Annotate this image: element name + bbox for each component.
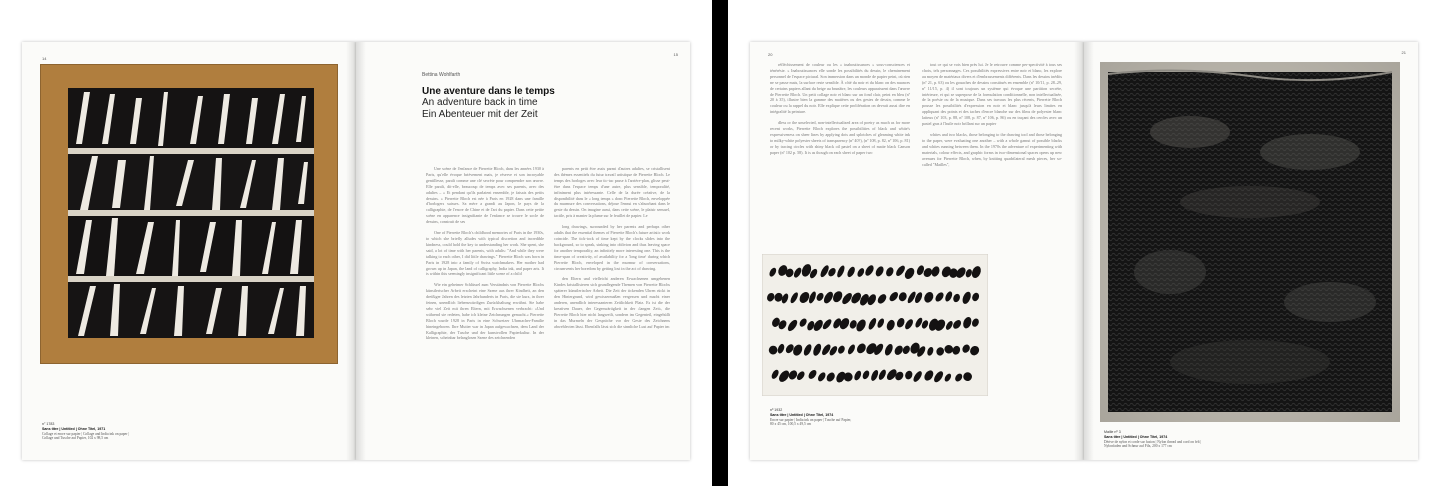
paragraph-en: long drawings, surrounded by her parents and perhaps other adults that the essential themes of Pierrette Bloch's future artistic work coincide. The tick-tock of time kept by the clocks slides into the background, so to speak, sinking into oblivion and thus leaving space for another temporality, an infinitely more interesting one. This is the time-span of creativity, of availability for a 'long time' during which Pierrette Bloch, enveloped in the murmur of conversations, circumvents her boredom by getting lost in the act of drawing.: [554, 224, 670, 271]
collage-artwork: [40, 64, 338, 364]
artwork-caption-mesh: [1104, 430, 1324, 449]
page-20: [750, 42, 1084, 460]
left-spread: [0, 0, 712, 486]
caption-medium: Dérive de nylon et corde sur fusion | Nylon thread and cord on felt |: [1104, 439, 1202, 444]
caption-medium: Collage et encre sur papier | Collage and India ink on paper |: [42, 431, 130, 436]
page-21: [1084, 42, 1418, 460]
text-column-2: [922, 62, 1062, 240]
author-name: Bettina Wohlfarth: [422, 72, 461, 78]
page-15: [356, 42, 690, 460]
title-french: Une aventure dans le temps: [422, 86, 555, 97]
book-gutter: [1074, 42, 1094, 460]
text-column-1: [770, 62, 910, 240]
caption-number: Maille nº 3: [1104, 430, 1121, 434]
artwork-caption-dots: [770, 408, 970, 427]
caption-dimensions: 80 x 45 cm, 100,5 x 49,5 cm: [770, 422, 812, 427]
folio-21: 21: [1401, 50, 1406, 55]
caption-number: n° 1783: [42, 422, 55, 426]
caption-dimensions: Nylonfaden und Schnur auf Filz, 200 x 177 cm: [1104, 444, 1172, 449]
book-gutter: [346, 42, 366, 460]
paragraph-fr: tout ce qui se vois bien près lui. Je le retrouve comme per-spectivité à tous ses choix, tels personnages. Ces possibilités expressives entre noir et blanc, les explore au moyen de matériaux divers et d'embrassements différents. Dans les dessins inédits (nº 21, p. 63) ou les gouaches de dessins constitués en ensemble (nº 10/11, p. 28–29, nº 11/15, p. 4) il sont toujours un système qui évoque une partition secrète, intérieure, et qui se superpose de la formulation conditionnelle, non intellectualisée, de la poésie ou de la musique. Dans ses travaux les plus récents, Pierrette Bloch pousse les possibilités d'expression en noir et blanc jusqu'à leurs limites en appliquant des points et des taches d'encre blanche sur des films de polyester blanc laiteux (nº 103, p. 88, nº 108, p. 87, nº 106, p. 86) ou en traçant des cercles avec un pastel gras à l'huile noir brillant sur un papier: [922, 62, 1062, 127]
caption-title: Sans titre | Untitled | Ohne Titel, 1974: [770, 412, 834, 417]
paragraph-en: whites and two blacks, those belonging to the drawing tool and those belonging to the paper, were evaluating one another – with a whole gamut of possible blacks and whites running between them. In the 1970s the adventure of experimenting with materials, colour effects, and graphic forms in two-dimensional spaces opens up new avenues for Pierrette Bloch, when, by knitting quadrilateral mesh pieces, her so-called "Mailles",: [922, 131, 1062, 167]
knitted-mesh-artwork: [1100, 62, 1400, 422]
paragraph-fr: parents en petit être assis parmi d'autres adultes, se cristallisent des thèmes essentiels du futur travail artistique de Pierrette Bloch. Le temps des horloges avec leur tic-tac passe à l'arrière-plan, glisse peut-être dans l'espace temps d'une autre, plus sensible, temporalité, infiniment plus intéressante. Celle de la durée créative, de la disponibilité dans le « long temps » donc Pierrette Bloch, enveloppée du murmure des conversations, déjoue l'ennui en s'absorbant dans le geste du dessin. On imagine aussi, dans cette scène, le plaisir sensuel, tactile, pris à manier la plume sur le feuillet de papier. Le: [554, 166, 670, 219]
ink-dots-artwork: [762, 254, 988, 396]
paragraph-en: One of Pierrette Bloch's childhood memories of Paris in the 1930s, to which she briefly alludes with typical discretion and incredible kindness, could hold the key to understanding her work. She spent, she said, a lot of time with her parents, with adults: "And while they were talking to each other, I did little drawings." Pierrette Bloch was born in Paris in 1928 into a family of Swiss watchmakers. Her mother had grown up in Japan, the land of calligraphy, India ink, and paper arts. It is within this seemingly insignificant little scene of a child: [426, 230, 544, 277]
paragraph-fr: réfléchissement de couleur ou les « inaboutissances » sous-consciences et ténérésie. » Inaboutissances elle sonde les possibilités du dessin, le cheminement personnel de l'espace pictural. Son immersion dans un monde de papier peint, où rien ne se passe mais, la surface reste sensible. À côté du noir et du blanc on des nuances de certains papiers allant du beige au brunâtre, les couleurs apparaissent dans l'œuvre de Pierrette Bloch. Un petit collage noir et blanc sur un fond clair, peint en bleu (nº 20 à 35), illustre bien la gamme des matières ou des gestes de dessin, comme le couleur ou la rappel du noir. Elle explique cette prolifération on devrait aussi dire en intégralité la peinture.: [770, 62, 910, 115]
paragraph-de: den Eltern und vielleicht anderen Erwachsenen umgebenen Kindes kristallisieren sich grundlegende Themen von Pierrette Blochs späterer künstlerischer Arbeit. Die Zeit der tickenden Uhren rückt in den Hintergrund, wird gewissermaßen vergessen und macht einer anderen, unendlich interessanteren Zeitlichkeit Platz. Es ist die der kreativen Dauer, der Gegenwärtigkeit in der ›langen Zeit‹, die Pierrette Bloch hier nicht langweilt, sondern im Gegenteil, eingehüllt in das Murmeln der Gespräche vor der Geste des Zeichnens abwehlecten lässt. Ebenfalls lässt sich die sinnliche Lust auf Papier im: [554, 276, 670, 329]
caption-number: nº 1932: [770, 408, 783, 412]
article-heading: [422, 72, 662, 120]
artwork-caption-left: [42, 422, 242, 441]
caption-title: Sans titre | Untitled | Ohne Titel, 1974: [1104, 434, 1168, 439]
title-german: Ein Abenteuer mit der Zeit: [422, 108, 538, 120]
right-spread: [728, 0, 1440, 486]
caption-dimensions: Collage und Tusche auf Papier, 102 x 98,5 cm: [42, 436, 109, 441]
page-14: [22, 42, 356, 460]
paragraph-en: dless or the unselected, non-intellectualized area of poetry as much as for more recent works, Pierrette Bloch explores the possibilities of black and white's expressiveness on sheer lines by applying dots and splotches of gleaming white ink to milky-white polyester sheets of transparency (nº 40?), (nº 108, p. 82, nº 106, p. 81) or by tracing circles with shiny black oil pastel on a sheet of matte black Canson paper (nº 102 p. 58). It is as though on each sheet of paper two: [770, 120, 910, 155]
paragraph-de: Wie ein geheimer Schlüssel zum Verständnis von Pierrette Blochs künstlerischer Arbeit erscheint eine Szene aus ihrer Kindheit, an den dreißiger Jahren des letzten Jahrhunderts in Paris, die sie kurz, in ihrer feinen, unendlich liebenswürdigen Zurückhaltung erwähnt. Sie habe sehr viel Zeit mit ihren Eltern, mit Erwachsenen verbracht: »Und während sie redeten, habe ich kleine Zeichnungen gemacht.« Pierrette Bloch wurde 1928 in Paris in eine Schweizer Uhrmacher-Familie hineingeboren. Ihre Mutter war in Japan aufgewachsen, dem Land der Kalligraphie, der Tusche und der kunstvollen Papierkultur. In der kleinen, scheinbar belanglosen Szene des zeichnenden: [426, 282, 544, 341]
paragraph-fr: Une scène de l'enfance de Pierrette Bloch, dans les années 1930 à Paris, qu'elle évoque brièvement mais, je réserve et son incroyable gentillesse, paraît comme une clé secrète pour comprendre son œuvre. Elle paraît, dit-elle, beaucoup de temps avec ses parents, avec des adultes – « Et pendant qu'ils parlaient ensemble, je faisais des petits dessins. » Pierrette Bloch est née à Paris en 1928 dans une famille d'horlogers suisses. Sa mère a grandi au Japon, le pays de la calligraphie, de l'encre de Chine et de l'art du papier. Dans cette petite scène en apparence insignifiante de l'enfance se trouve le socle de dessins, construit de ses: [426, 166, 544, 225]
folio-15: 15: [673, 52, 678, 57]
text-column-1: [426, 166, 544, 428]
caption-title: Sans titre | Untitled | Ohne Titel, 1971: [42, 426, 106, 431]
title-english: An adventure back in time: [422, 97, 538, 108]
folio-20: 20: [768, 52, 773, 57]
caption-medium: Encre sur papier | India ink on paper | Tusche auf Papier,: [770, 417, 852, 422]
text-column-2: [554, 166, 670, 428]
folio-14: 14: [42, 56, 47, 61]
